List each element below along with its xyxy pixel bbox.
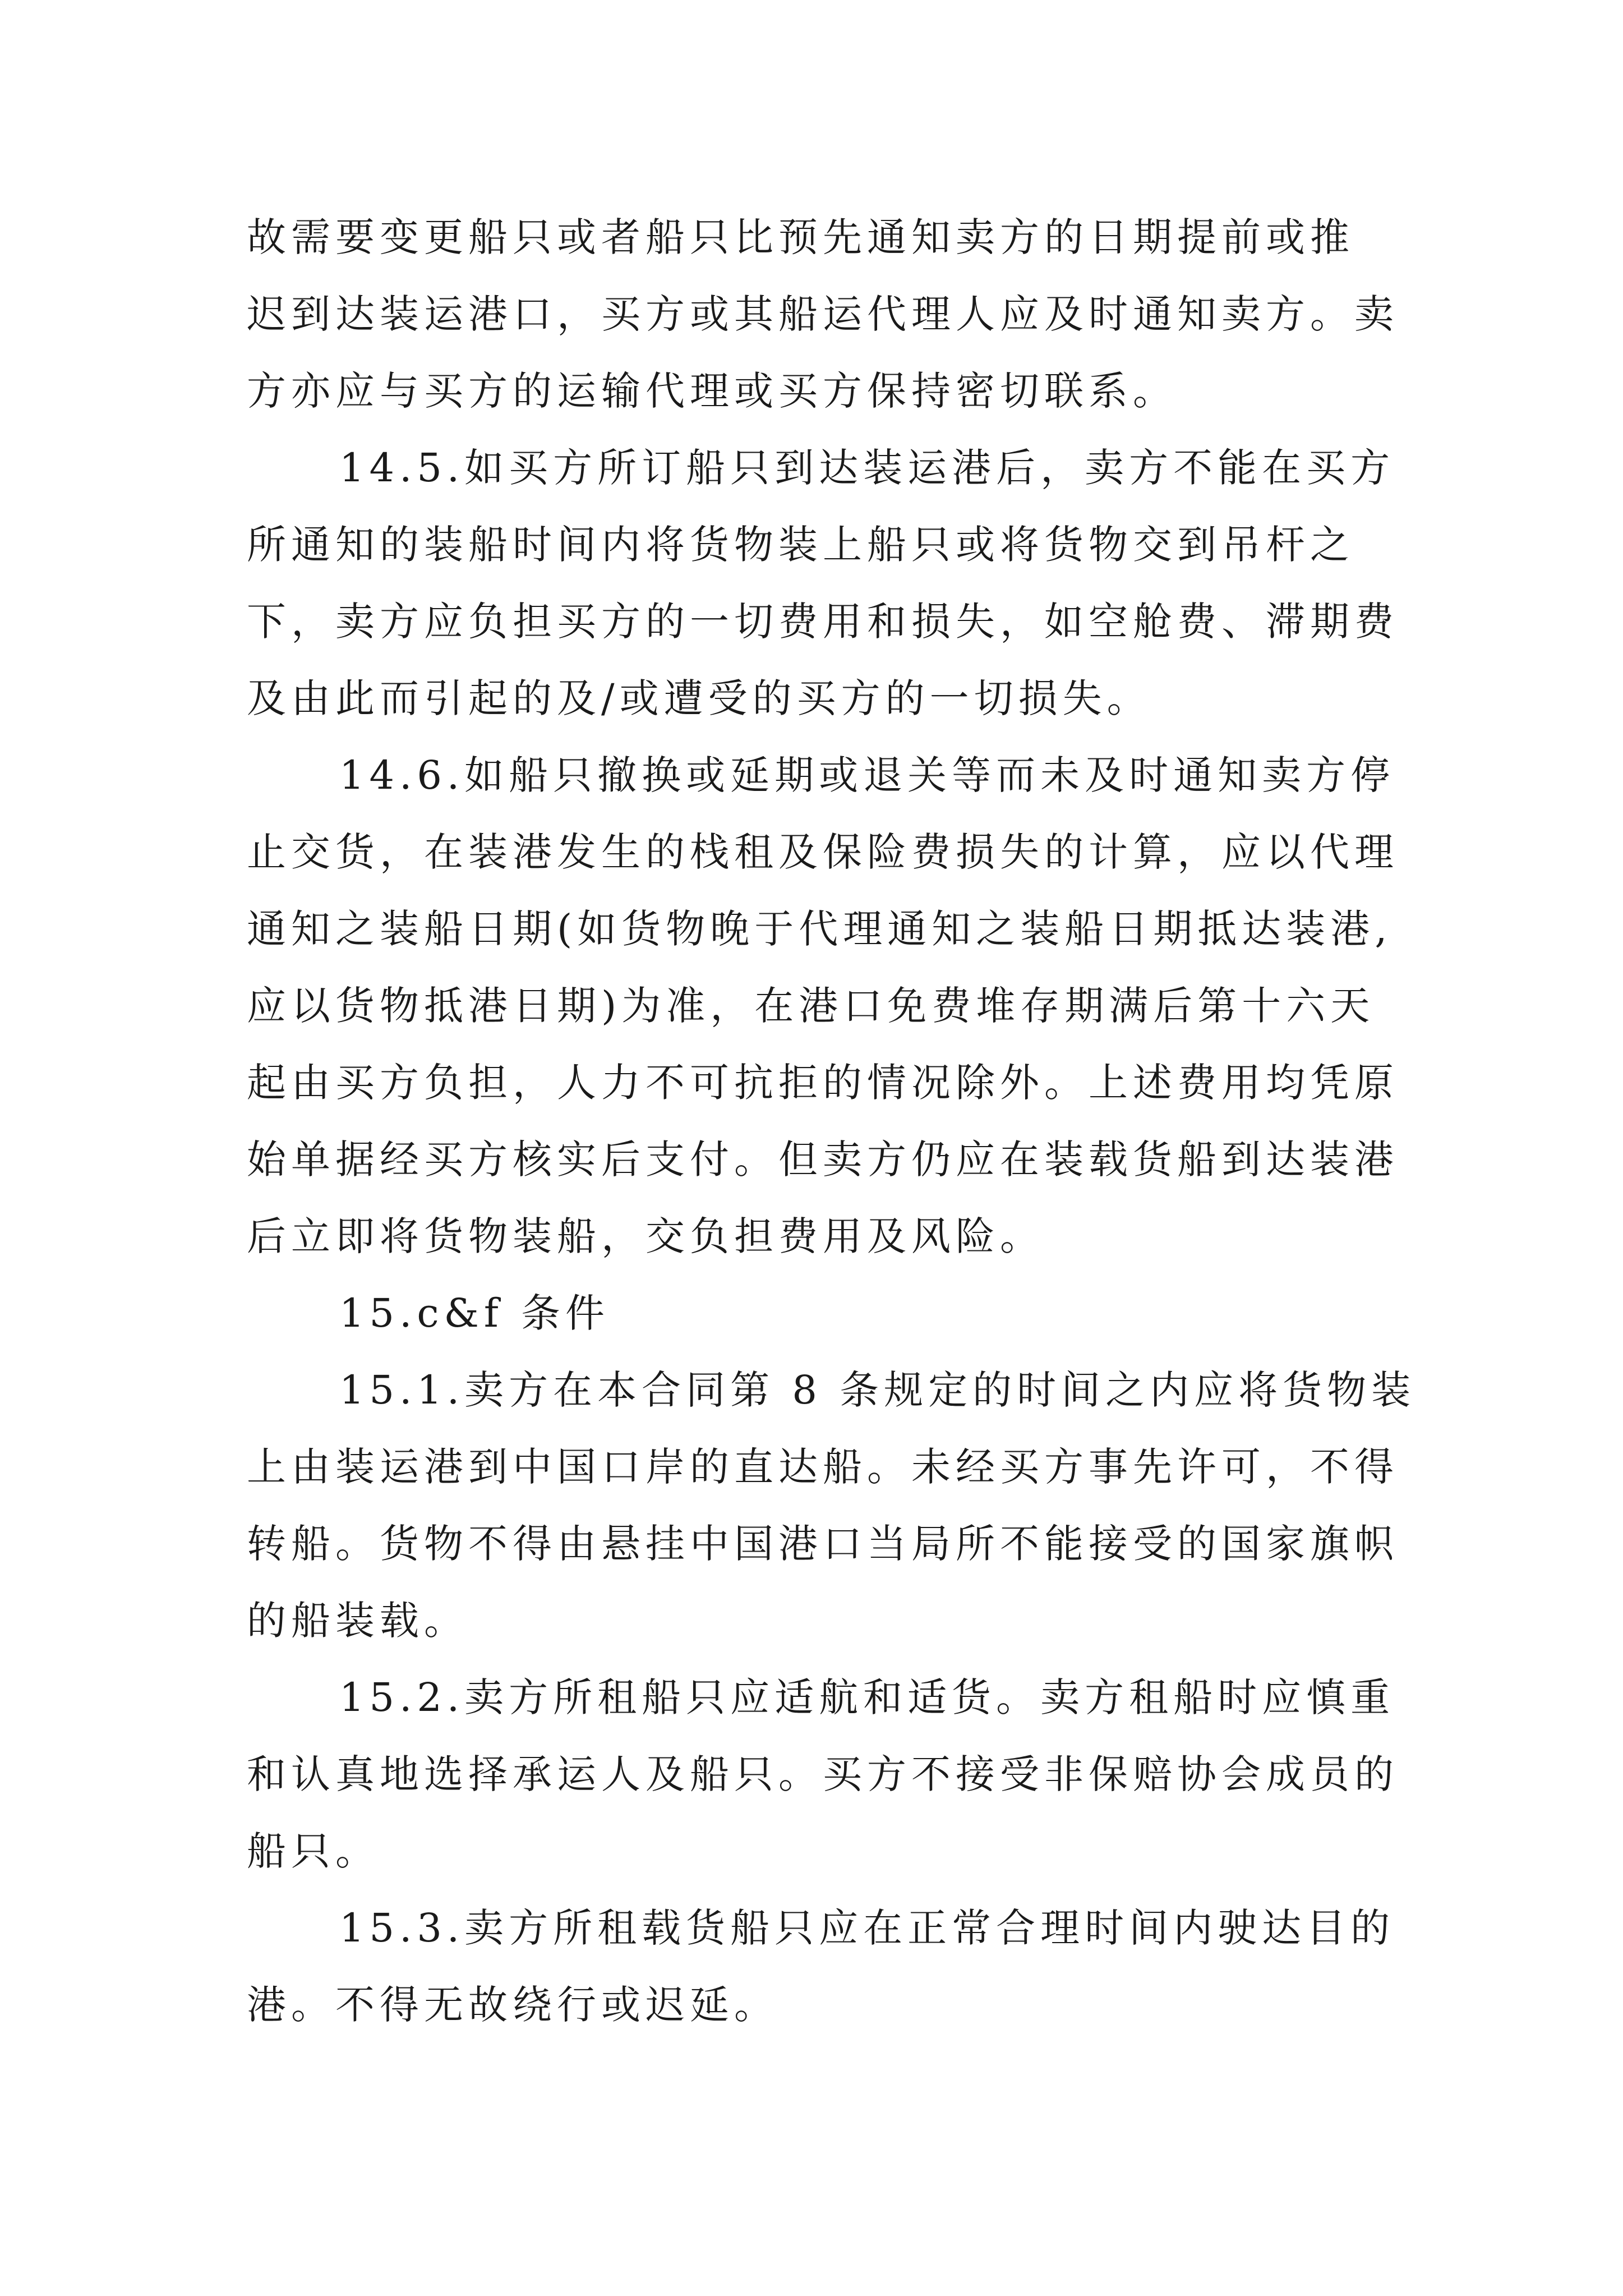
text-line: 的船装载。	[247, 1598, 468, 1644]
clause-15-1-first-line: 15.1.卖方在本合同第 8 条规定的时间之内应将货物装	[339, 1367, 1416, 1413]
clause-14-6-first-line: 14.6.如船只撤换或延期或退关等而未及时通知卖方停	[339, 752, 1395, 798]
document-body	[247, 199, 1416, 2044]
clause-15-2-first-line: 15.2.卖方所租船只应适航和适货。卖方租船时应慎重	[339, 1674, 1395, 1720]
text-line: 港。不得无故绕行或迟延。	[247, 1982, 778, 2028]
text-line: 迟到达装运港口，买方或其船运代理人应及时通知卖方。卖	[247, 291, 1399, 337]
text-line: 止交货，在装港发生的栈租及保险费损失的计算，应以代理	[247, 829, 1399, 875]
text-line: 故需要变更船只或者船只比预先通知卖方的日期提前或推	[247, 214, 1354, 260]
clause-14-5-first-line: 14.5.如买方所订船只到达装运港后，卖方不能在买方	[339, 445, 1395, 491]
text-line: 上由装运港到中国口岸的直达船。未经买方事先许可，不得	[247, 1444, 1399, 1490]
clause-15-3-first-line: 15.3.卖方所租载货船只应在正常合理时间内驶达目的	[339, 1905, 1395, 1951]
text-line: 及由此而引起的及/或遭受的买方的一切损失。	[247, 675, 1151, 721]
text-line: 方亦应与买方的运输代理或买方保持密切联系。	[247, 368, 1177, 414]
text-line: 后立即将货物装船，交负担费用及风险。	[247, 1213, 1044, 1259]
text-line: 始单据经买方核实后支付。但卖方仍应在装载货船到达装港	[247, 1137, 1399, 1182]
text-line: 船只。	[247, 1828, 380, 1874]
text-line: 起由买方负担，人力不可抗拒的情况除外。上述费用均凭原	[247, 1060, 1399, 1106]
text-line: 所通知的装船时间内将货物装上船只或将货物交到吊杆之	[247, 522, 1354, 568]
text-line: 下，卖方应负担买方的一切费用和损失，如空舱费、滞期费	[247, 599, 1399, 645]
text-line: 通知之装船日期(如货物晚于代理通知之装船日期抵达装港,	[247, 906, 1393, 952]
text-line: 应以货物抵港日期)为准，在港口免费堆存期满后第十六天	[247, 983, 1375, 1029]
text-line: 转船。货物不得由悬挂中国港口当局所不能接受的国家旗帜	[247, 1521, 1399, 1567]
text-line: 和认真地选择承运人及船只。买方不接受非保赔协会成员的	[247, 1751, 1399, 1797]
section-15-heading: 15.c&f 条件	[339, 1290, 610, 1336]
